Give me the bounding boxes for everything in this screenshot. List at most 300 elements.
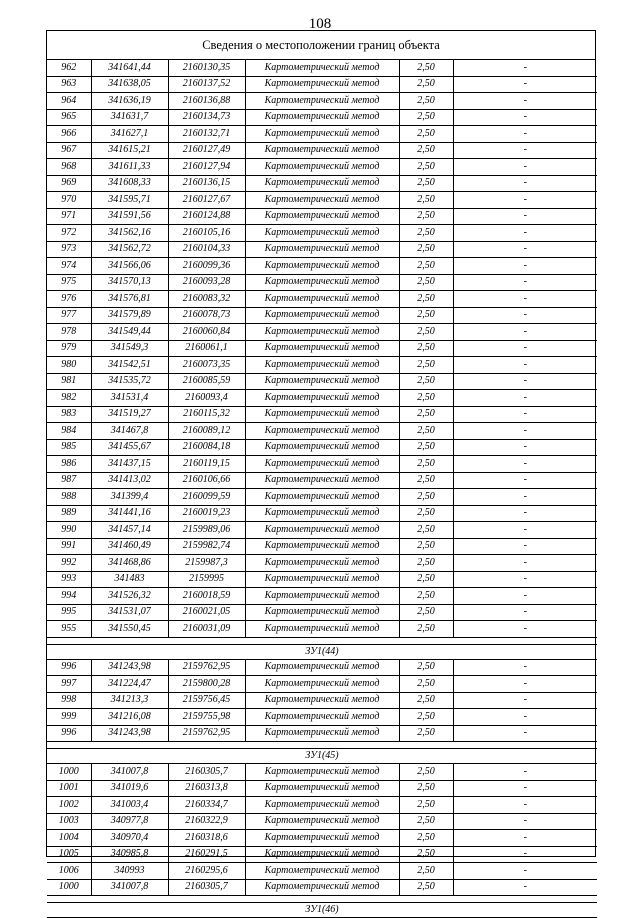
accuracy-cell: 2,50	[399, 780, 453, 797]
method-cell: Картометрический метод	[245, 472, 399, 489]
method-cell: Картометрический метод	[245, 676, 399, 693]
table-row	[47, 93, 597, 110]
coordinate-y: 2160085,59	[168, 373, 245, 390]
coordinate-y: 2160089,12	[168, 423, 245, 440]
accuracy-cell: 2,50	[399, 621, 453, 638]
method-cell: Картометрический метод	[245, 659, 399, 676]
description-cell: -	[453, 340, 597, 357]
point-number: 982	[47, 390, 91, 407]
point-number: 968	[47, 159, 91, 176]
section-header: ЗУ1(44)	[47, 644, 597, 659]
accuracy-cell: 2,50	[399, 709, 453, 726]
coordinate-y: 2159756,45	[168, 692, 245, 709]
method-cell: Картометрический метод	[245, 846, 399, 863]
table-row	[47, 571, 597, 588]
table-row	[47, 555, 597, 572]
table-row	[47, 692, 597, 709]
description-cell: -	[453, 357, 597, 374]
method-cell: Картометрический метод	[245, 274, 399, 291]
accuracy-cell: 2,50	[399, 439, 453, 456]
point-number: 994	[47, 588, 91, 605]
accuracy-cell: 2,50	[399, 797, 453, 814]
coordinate-x: 341595,71	[91, 192, 168, 209]
method-cell: Картометрический метод	[245, 780, 399, 797]
table-row	[47, 60, 597, 76]
point-number: 981	[47, 373, 91, 390]
table-row	[47, 373, 597, 390]
coordinate-x: 341542,51	[91, 357, 168, 374]
method-cell: Картометрический метод	[245, 307, 399, 324]
coordinate-x: 341570,13	[91, 274, 168, 291]
method-cell: Картометрический метод	[245, 692, 399, 709]
method-cell: Картометрический метод	[245, 373, 399, 390]
point-number: 996	[47, 725, 91, 742]
accuracy-cell: 2,50	[399, 846, 453, 863]
description-cell: -	[453, 93, 597, 110]
method-cell: Картометрический метод	[245, 76, 399, 93]
coordinate-x: 341467,8	[91, 423, 168, 440]
coordinate-x: 341243,98	[91, 659, 168, 676]
coordinate-x: 341003,4	[91, 797, 168, 814]
coordinate-y: 2159755,98	[168, 709, 245, 726]
method-cell: Картометрический метод	[245, 225, 399, 242]
coordinate-y: 2160093,4	[168, 390, 245, 407]
point-number: 1006	[47, 863, 91, 880]
description-cell: -	[453, 192, 597, 209]
table-row	[47, 863, 597, 880]
point-number: 1000	[47, 879, 91, 896]
table-row	[47, 142, 597, 159]
coordinate-y: 2159762,95	[168, 725, 245, 742]
coordinate-y: 2160127,49	[168, 142, 245, 159]
coordinate-x: 341608,33	[91, 175, 168, 192]
coordinate-x: 340985,8	[91, 846, 168, 863]
coordinate-y: 2160305,7	[168, 879, 245, 896]
coordinate-x: 341441,16	[91, 505, 168, 522]
accuracy-cell: 2,50	[399, 604, 453, 621]
method-cell: Картометрический метод	[245, 725, 399, 742]
coordinate-y: 2160031,09	[168, 621, 245, 638]
accuracy-cell: 2,50	[399, 225, 453, 242]
method-cell: Картометрический метод	[245, 390, 399, 407]
coordinate-x: 341483	[91, 571, 168, 588]
coordinate-x: 341213,3	[91, 692, 168, 709]
coordinate-y: 2159800,28	[168, 676, 245, 693]
table-row	[47, 797, 597, 814]
method-cell: Картометрический метод	[245, 60, 399, 76]
coordinate-x: 341468,86	[91, 555, 168, 572]
accuracy-cell: 2,50	[399, 692, 453, 709]
description-cell: -	[453, 76, 597, 93]
table-row	[47, 159, 597, 176]
accuracy-cell: 2,50	[399, 505, 453, 522]
coordinate-x: 341562,72	[91, 241, 168, 258]
accuracy-cell: 2,50	[399, 192, 453, 209]
coordinate-y: 2160084,18	[168, 439, 245, 456]
point-number: 985	[47, 439, 91, 456]
method-cell: Картометрический метод	[245, 830, 399, 847]
coordinate-x: 341216,08	[91, 709, 168, 726]
coordinate-x: 341399,4	[91, 489, 168, 506]
coordinate-x: 341611,33	[91, 159, 168, 176]
coordinate-y: 2160073,35	[168, 357, 245, 374]
description-cell: -	[453, 780, 597, 797]
accuracy-cell: 2,50	[399, 588, 453, 605]
description-cell: -	[453, 588, 597, 605]
description-cell: -	[453, 390, 597, 407]
section-header: ЗУ1(46)	[47, 903, 597, 918]
description-cell: -	[453, 175, 597, 192]
table-title: Сведения о местоположении границ объекта	[47, 31, 595, 60]
accuracy-cell: 2,50	[399, 357, 453, 374]
coordinate-x: 341615,21	[91, 142, 168, 159]
table-row	[47, 522, 597, 539]
point-number: 975	[47, 274, 91, 291]
coordinate-x: 341526,32	[91, 588, 168, 605]
method-cell: Картометрический метод	[245, 142, 399, 159]
method-cell: Картометрический метод	[245, 588, 399, 605]
method-cell: Картометрический метод	[245, 456, 399, 473]
table-row	[47, 879, 597, 896]
coordinates-table-body	[47, 60, 597, 918]
accuracy-cell: 2,50	[399, 109, 453, 126]
table-row	[47, 830, 597, 847]
table-row	[47, 472, 597, 489]
coordinate-y: 2160130,35	[168, 60, 245, 76]
page-number: 108	[308, 16, 332, 32]
accuracy-cell: 2,50	[399, 571, 453, 588]
table-row	[47, 676, 597, 693]
description-cell: -	[453, 159, 597, 176]
description-cell: -	[453, 764, 597, 781]
description-cell: -	[453, 863, 597, 880]
table-row	[47, 76, 597, 93]
boundary-table-sheet	[46, 30, 596, 915]
accuracy-cell: 2,50	[399, 142, 453, 159]
coordinate-x: 341007,8	[91, 879, 168, 896]
coordinate-y: 2160127,94	[168, 159, 245, 176]
description-cell: -	[453, 472, 597, 489]
point-number: 991	[47, 538, 91, 555]
method-cell: Картометрический метод	[245, 241, 399, 258]
coordinate-x: 341562,16	[91, 225, 168, 242]
point-number: 988	[47, 489, 91, 506]
table-row	[47, 126, 597, 143]
point-number: 964	[47, 93, 91, 110]
table-row	[47, 241, 597, 258]
coordinate-y: 2160115,32	[168, 406, 245, 423]
description-cell: -	[453, 456, 597, 473]
description-cell: -	[453, 604, 597, 621]
method-cell: Картометрический метод	[245, 538, 399, 555]
description-cell: -	[453, 555, 597, 572]
accuracy-cell: 2,50	[399, 423, 453, 440]
point-number: 992	[47, 555, 91, 572]
coordinate-x: 341550,45	[91, 621, 168, 638]
method-cell: Картометрический метод	[245, 797, 399, 814]
method-cell: Картометрический метод	[245, 522, 399, 539]
coordinate-x: 341535,72	[91, 373, 168, 390]
method-cell: Картометрический метод	[245, 423, 399, 440]
description-cell: -	[453, 846, 597, 863]
coordinate-x: 341531,4	[91, 390, 168, 407]
method-cell: Картометрический метод	[245, 813, 399, 830]
description-cell: -	[453, 109, 597, 126]
method-cell: Картометрический метод	[245, 357, 399, 374]
description-cell: -	[453, 439, 597, 456]
table-row	[47, 813, 597, 830]
accuracy-cell: 2,50	[399, 390, 453, 407]
coordinate-x: 341413,02	[91, 472, 168, 489]
table-row	[47, 423, 597, 440]
description-cell: -	[453, 725, 597, 742]
description-cell: -	[453, 142, 597, 159]
coordinate-x: 341457,14	[91, 522, 168, 539]
description-cell: -	[453, 797, 597, 814]
point-number: 962	[47, 60, 91, 76]
coordinate-x: 341019,6	[91, 780, 168, 797]
method-cell: Картометрический метод	[245, 208, 399, 225]
group-gap	[47, 896, 597, 903]
method-cell: Картометрический метод	[245, 291, 399, 308]
accuracy-cell: 2,50	[399, 60, 453, 76]
coordinate-y: 2160061,1	[168, 340, 245, 357]
description-cell: -	[453, 225, 597, 242]
point-number: 1005	[47, 846, 91, 863]
description-cell: -	[453, 505, 597, 522]
coordinate-y: 2159987,3	[168, 555, 245, 572]
table-row	[47, 725, 597, 742]
accuracy-cell: 2,50	[399, 159, 453, 176]
point-number: 995	[47, 604, 91, 621]
coordinate-y: 2160134,73	[168, 109, 245, 126]
method-cell: Картометрический метод	[245, 505, 399, 522]
accuracy-cell: 2,50	[399, 725, 453, 742]
coordinate-y: 2160136,88	[168, 93, 245, 110]
coordinate-x: 341007,8	[91, 764, 168, 781]
point-number: 998	[47, 692, 91, 709]
method-cell: Картометрический метод	[245, 764, 399, 781]
coordinate-y: 2160119,15	[168, 456, 245, 473]
accuracy-cell: 2,50	[399, 538, 453, 555]
coordinate-x: 341591,56	[91, 208, 168, 225]
coordinate-x: 340977,8	[91, 813, 168, 830]
coordinate-y: 2159762,95	[168, 659, 245, 676]
accuracy-cell: 2,50	[399, 813, 453, 830]
table-row	[47, 109, 597, 126]
accuracy-cell: 2,50	[399, 830, 453, 847]
table-row	[47, 192, 597, 209]
accuracy-cell: 2,50	[399, 489, 453, 506]
description-cell: -	[453, 324, 597, 341]
description-cell: -	[453, 813, 597, 830]
coordinate-y: 2159982,74	[168, 538, 245, 555]
description-cell: -	[453, 60, 597, 76]
group-gap-cell	[47, 742, 597, 749]
coordinate-y: 2160334,7	[168, 797, 245, 814]
coordinate-x: 341638,05	[91, 76, 168, 93]
coordinate-x: 341549,3	[91, 340, 168, 357]
table-row	[47, 307, 597, 324]
point-number: 986	[47, 456, 91, 473]
group-gap	[47, 742, 597, 749]
coordinate-y: 2160124,88	[168, 208, 245, 225]
point-number: 984	[47, 423, 91, 440]
point-number: 970	[47, 192, 91, 209]
table-row	[47, 456, 597, 473]
coordinate-y: 2160132,71	[168, 126, 245, 143]
coordinate-y: 2160099,36	[168, 258, 245, 275]
method-cell: Картометрический метод	[245, 159, 399, 176]
accuracy-cell: 2,50	[399, 373, 453, 390]
point-number: 976	[47, 291, 91, 308]
coordinate-x: 341636,19	[91, 93, 168, 110]
section-header-row	[47, 644, 597, 659]
point-number: 1000	[47, 764, 91, 781]
accuracy-cell: 2,50	[399, 456, 453, 473]
description-cell: -	[453, 571, 597, 588]
method-cell: Картометрический метод	[245, 109, 399, 126]
coordinate-y: 2160078,73	[168, 307, 245, 324]
section-header-row	[47, 749, 597, 764]
accuracy-cell: 2,50	[399, 93, 453, 110]
table-row	[47, 175, 597, 192]
table-row	[47, 538, 597, 555]
coordinate-x: 341641,44	[91, 60, 168, 76]
accuracy-cell: 2,50	[399, 291, 453, 308]
method-cell: Картометрический метод	[245, 604, 399, 621]
group-gap-cell	[47, 637, 597, 644]
table-row	[47, 439, 597, 456]
description-cell: -	[453, 489, 597, 506]
method-cell: Картометрический метод	[245, 489, 399, 506]
coordinate-y: 2160127,67	[168, 192, 245, 209]
coordinate-y: 2160019,23	[168, 505, 245, 522]
method-cell: Картометрический метод	[245, 126, 399, 143]
description-cell: -	[453, 406, 597, 423]
accuracy-cell: 2,50	[399, 126, 453, 143]
table-row	[47, 846, 597, 863]
point-number: 1001	[47, 780, 91, 797]
table-row	[47, 659, 597, 676]
accuracy-cell: 2,50	[399, 406, 453, 423]
point-number: 973	[47, 241, 91, 258]
coordinate-x: 341549,44	[91, 324, 168, 341]
method-cell: Картометрический метод	[245, 192, 399, 209]
table-row	[47, 621, 597, 638]
table-row	[47, 505, 597, 522]
coordinate-x: 340993	[91, 863, 168, 880]
description-cell: -	[453, 373, 597, 390]
accuracy-cell: 2,50	[399, 472, 453, 489]
coordinate-y: 2160099,59	[168, 489, 245, 506]
method-cell: Картометрический метод	[245, 863, 399, 880]
description-cell: -	[453, 522, 597, 539]
coordinate-x: 341631,7	[91, 109, 168, 126]
point-number: 990	[47, 522, 91, 539]
method-cell: Картометрический метод	[245, 879, 399, 896]
point-number: 966	[47, 126, 91, 143]
coordinate-x: 340970,4	[91, 830, 168, 847]
coordinate-y: 2159995	[168, 571, 245, 588]
coordinate-y: 2160104,33	[168, 241, 245, 258]
table-row	[47, 291, 597, 308]
description-cell: -	[453, 538, 597, 555]
coordinate-x: 341224,47	[91, 676, 168, 693]
coordinate-x: 341566,06	[91, 258, 168, 275]
description-cell: -	[453, 274, 597, 291]
accuracy-cell: 2,50	[399, 764, 453, 781]
table-row	[47, 780, 597, 797]
description-cell: -	[453, 208, 597, 225]
accuracy-cell: 2,50	[399, 659, 453, 676]
accuracy-cell: 2,50	[399, 324, 453, 341]
method-cell: Картометрический метод	[245, 93, 399, 110]
description-cell: -	[453, 692, 597, 709]
point-number: 996	[47, 659, 91, 676]
coordinate-y: 2160322,9	[168, 813, 245, 830]
coordinate-x: 341579,89	[91, 307, 168, 324]
table-row	[47, 390, 597, 407]
coordinate-y: 2160295,6	[168, 863, 245, 880]
coordinate-x: 341455,67	[91, 439, 168, 456]
coordinate-y: 2160083,32	[168, 291, 245, 308]
coordinate-y: 2160060,84	[168, 324, 245, 341]
point-number: 965	[47, 109, 91, 126]
point-number: 980	[47, 357, 91, 374]
description-cell: -	[453, 830, 597, 847]
accuracy-cell: 2,50	[399, 274, 453, 291]
point-number: 974	[47, 258, 91, 275]
point-number: 999	[47, 709, 91, 726]
coordinate-y: 2160291,5	[168, 846, 245, 863]
group-gap	[47, 637, 597, 644]
table-row	[47, 764, 597, 781]
table-row	[47, 258, 597, 275]
method-cell: Картометрический метод	[245, 340, 399, 357]
description-cell: -	[453, 621, 597, 638]
point-number: 997	[47, 676, 91, 693]
coordinate-y: 2160136,15	[168, 175, 245, 192]
accuracy-cell: 2,50	[399, 340, 453, 357]
method-cell: Картометрический метод	[245, 406, 399, 423]
description-cell: -	[453, 241, 597, 258]
accuracy-cell: 2,50	[399, 258, 453, 275]
point-number: 1003	[47, 813, 91, 830]
point-number: 1002	[47, 797, 91, 814]
coordinate-y: 2159989,06	[168, 522, 245, 539]
table-row	[47, 406, 597, 423]
coordinate-x: 341437,15	[91, 456, 168, 473]
table-row	[47, 225, 597, 242]
accuracy-cell: 2,50	[399, 307, 453, 324]
point-number: 977	[47, 307, 91, 324]
description-cell: -	[453, 676, 597, 693]
coordinate-y: 2160106,66	[168, 472, 245, 489]
accuracy-cell: 2,50	[399, 863, 453, 880]
coordinates-table	[47, 60, 597, 918]
description-cell: -	[453, 258, 597, 275]
point-number: 987	[47, 472, 91, 489]
coordinate-x: 341243,98	[91, 725, 168, 742]
coordinate-x: 341519,27	[91, 406, 168, 423]
table-row	[47, 340, 597, 357]
accuracy-cell: 2,50	[399, 241, 453, 258]
method-cell: Картометрический метод	[245, 439, 399, 456]
accuracy-cell: 2,50	[399, 522, 453, 539]
coordinate-y: 2160021,05	[168, 604, 245, 621]
method-cell: Картометрический метод	[245, 324, 399, 341]
